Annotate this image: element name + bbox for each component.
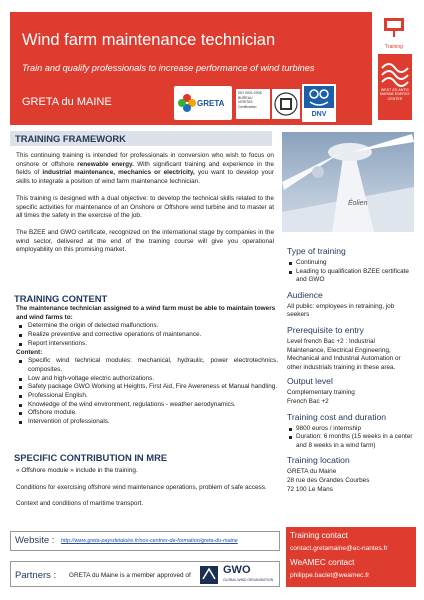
list-item: Intervention of professionals. — [16, 418, 278, 427]
location-line-3: 72 100 Le Mans — [287, 485, 333, 493]
wind-turbine-photo — [282, 132, 414, 232]
list-item: Offshore module. — [16, 409, 278, 418]
greta-flower-icon — [176, 92, 198, 114]
content-list-2 — [16, 357, 278, 427]
mre-paragraph-1: « Offshore module » include in the training. — [16, 467, 138, 474]
page-title: Wind farm maintenance technician — [22, 31, 276, 49]
bureau-veritas-logo — [272, 89, 300, 119]
type-list — [287, 259, 414, 285]
list-item: Low and high-voltage electric authorizations. — [16, 375, 278, 384]
mre-body — [16, 467, 278, 509]
mre-paragraph-3: Context and conditions of maritime transport. — [16, 500, 144, 508]
framework-body — [16, 152, 274, 263]
partners-box — [10, 561, 280, 587]
greta-logo-text: GRETA — [197, 99, 225, 108]
contact-box — [286, 527, 416, 587]
cost-heading: Training cost and duration — [287, 411, 387, 422]
organization-name: GRETA du MAINE — [22, 96, 112, 108]
list-item: Leading to qualification BZEE certificate and GWO — [287, 268, 414, 285]
list-item: Knowledge of the wind environment, regulations - weather aerodynamics. — [16, 401, 278, 410]
right-column — [287, 246, 414, 494]
list-item: Continuing — [287, 259, 414, 268]
training-label: Training — [385, 44, 403, 50]
framework-heading-bar — [10, 131, 272, 146]
framework-paragraph-3: The BZEE and GWO certificate, recognized on the international stage by companies in the wind sector, delivered at the end of the training course will give you operational employability on this promising market. — [16, 228, 274, 254]
iso-certification-logo: ISO 9001:2008 BUREAU VERITAS Certification — [236, 89, 270, 119]
content-body — [16, 305, 278, 427]
weamec-contact-heading: WeAMEC contact — [290, 558, 355, 567]
weamec-badge-text: WEST ATLANTIC MARINE ENERGY CENTER — [379, 88, 411, 101]
output-heading: Output level — [287, 376, 333, 387]
weamec-contact-email[interactable]: philippe.baclet@weamec.fr — [290, 572, 370, 579]
framework-paragraph-2: This training is designed with a dual objective: to develop the technical skills related to the specific activities for maintenance of an Onshore or Offshore wind turbine and to master at all times the safety in the exercise of the job. — [16, 194, 274, 220]
list-item: Realize preventive and corrective operations of maintenance. — [16, 331, 278, 340]
mre-paragraph-2: Conditions for exercising offshore wind maintenance operations, problem of safe access. — [16, 483, 267, 491]
weamec-waves-icon — [378, 56, 412, 88]
website-link[interactable]: http://www.greta-paysdelaloire.fr/nos-centres-de-formation/greta-du-maine — [61, 538, 238, 544]
location-line-2: 28 rue des Grandes Courbes — [287, 476, 370, 484]
framework-heading: TRAINING FRAMEWORK — [15, 133, 126, 144]
location-line-1: GRETA du Maine — [287, 468, 337, 476]
gwo-emblem-icon — [199, 565, 221, 585]
partners-text: GRETA du Maine is a member approved of — [69, 572, 191, 579]
greta-logo — [174, 86, 232, 120]
prerequisite-text: Level french Bac +2 : Industrial Maintenance, Electrical Engineering, Mechanical and Industrial Automation or other industrials training in these area. — [287, 337, 401, 371]
list-item: 9800 euros / internship — [287, 425, 414, 434]
website-label: Website : — [15, 535, 55, 546]
dnv-logo-text: DNV — [311, 111, 327, 118]
mre-heading: SPECIFIC CONTRIBUTION IN MRE — [14, 452, 168, 463]
gwo-logo — [199, 564, 275, 586]
list-item: Report interventions. — [16, 340, 278, 349]
weamec-badge — [378, 54, 412, 120]
list-item: Professional English. — [16, 392, 278, 401]
prerequisite-heading: Prerequisite to entry — [287, 324, 364, 335]
website-box — [10, 531, 280, 551]
audience-heading: Audience — [287, 289, 323, 300]
training-contact-heading: Training contact — [290, 531, 348, 540]
list-item: Specific wind technical modules: mechanical, hydraulic, power electrotechnics, composites. — [16, 357, 278, 374]
output-text-1: Complementary training — [287, 389, 355, 397]
page-subtitle: Train and qualify professionals to increase performance of wind turbines — [22, 63, 315, 73]
bureau-veritas-icon — [272, 89, 300, 119]
framework-paragraph-1: This continuing training is intended for professionals in conversion who wish to focus on onshore or offshore renewable energy. With significant training and experience in the fields of industrial maintenance, mechanics or electricity, you want to develop your skills to integrate a position of wind farm maintenance technician. — [16, 152, 274, 186]
content-intro: The maintenance technician assigned to a wind farm must be able to maintain towers and wind farms to: — [16, 305, 276, 321]
dnv-logo — [302, 84, 336, 122]
content-heading: TRAINING CONTENT — [14, 293, 108, 304]
gwo-logo-subtext: GLOBAL WIND ORGANISATION — [223, 578, 274, 582]
training-contact-email[interactable]: contact.gretamaine@ac-nantes.fr — [290, 545, 388, 552]
photo-caption: Éolien — [348, 200, 368, 207]
dnv-anchor-icon — [302, 84, 336, 110]
content-list-1 — [16, 322, 278, 348]
list-item: Determine the origin of detected malfunctions. — [16, 322, 278, 331]
output-text-2: French Bac +2 — [287, 397, 329, 405]
audience-text: All public: employees in retraining, job seekers — [287, 302, 395, 319]
content-label: Content: — [16, 348, 43, 356]
cost-list — [287, 425, 414, 451]
location-heading: Training location — [287, 455, 350, 466]
wind-turbine-image — [282, 132, 414, 232]
type-heading: Type of training — [287, 246, 346, 256]
gwo-logo-text: GWO — [223, 564, 251, 576]
partners-label: Partners : — [15, 570, 57, 581]
training-board-icon — [382, 16, 406, 38]
list-item: Safety package GWO Working at Heights, First Aid, Fire Awereness et Manual handling. — [16, 383, 278, 392]
list-item: Duration: 6 months (15 weeks in a center and 8 weeks in a wind farm) — [287, 433, 414, 450]
